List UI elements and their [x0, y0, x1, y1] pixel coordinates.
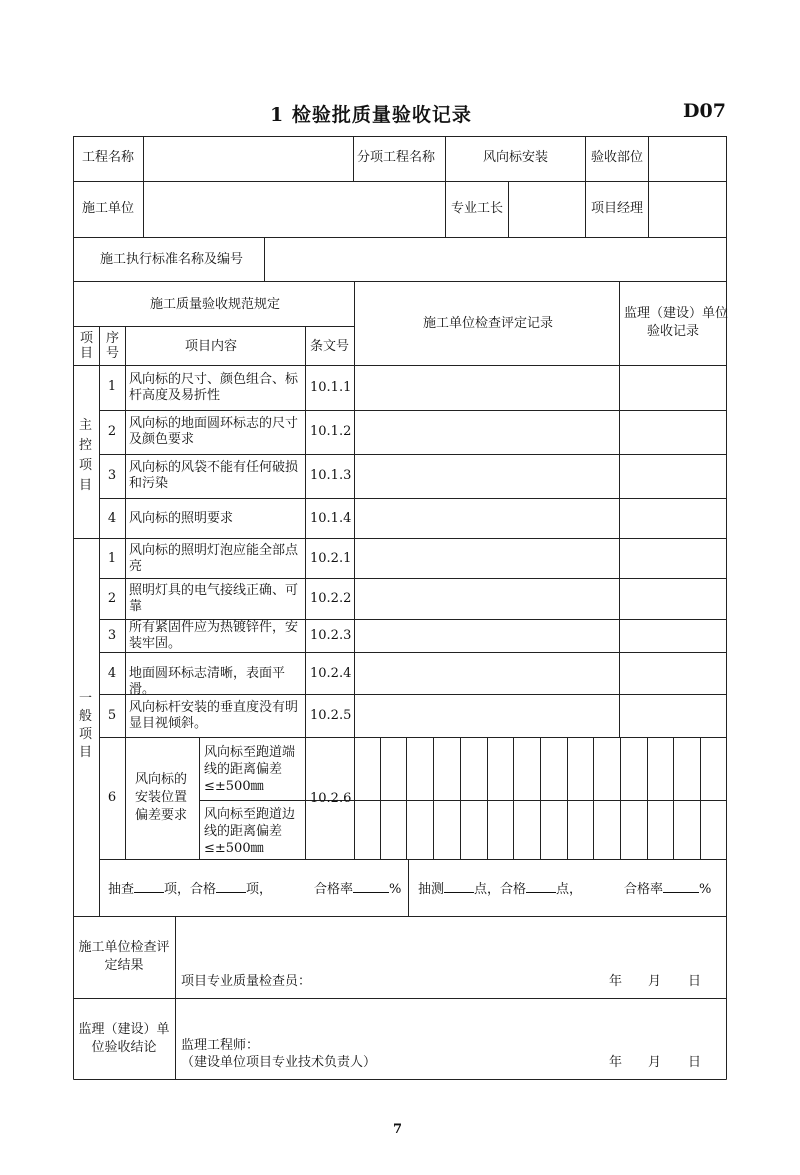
sampling-right [418, 880, 582, 898]
blank-line[interactable] [444, 880, 474, 893]
page-title: 1 检验批质量验收记录 [270, 104, 472, 126]
standard-label: 施工执行标准名称及编号 [100, 252, 244, 267]
row-content: 地面圆环标志清晰，表面平滑。 [129, 666, 286, 697]
day-label: 日 [688, 1055, 702, 1070]
row-seq: 1 [107, 379, 117, 394]
pass-rate-label: 合格率 [314, 882, 354, 897]
day-label: 日 [688, 974, 702, 989]
row-clause: 10.1.2 [310, 424, 352, 439]
sampling-pass-rate2 [624, 880, 711, 898]
row-seq: 4 [107, 666, 117, 681]
blank-line[interactable] [216, 880, 246, 893]
month-label: 月 [648, 974, 662, 989]
row-clause: 10.2.6 [310, 791, 352, 806]
row-content: 风向标的地面圆环标志的尺寸及颜色要求 [129, 416, 299, 447]
sub-project-label: 分项工程名称 [357, 150, 436, 165]
item6-sub1: 风向标至跑道端线的距离偏差≤±500㎜ [204, 745, 296, 794]
sampling-point-unit: 点，合格 [474, 882, 527, 897]
column-supervisor-record: 验收记录 [647, 324, 700, 339]
row-seq: 3 [107, 628, 117, 643]
engineer-note: （建设单位项目专业技术负责人） [181, 1055, 377, 1070]
column-contractor-record: 施工单位检查评定记录 [423, 316, 554, 331]
row-seq: 4 [107, 511, 117, 526]
pass-rate-label: 合格率 [624, 882, 664, 897]
sampling-left [108, 880, 272, 898]
blank-line[interactable] [134, 880, 164, 893]
row-content: 风向标的照明灯泡应能全部点亮 [129, 543, 299, 574]
row-seq: 5 [107, 708, 117, 723]
form-code: D07 [683, 100, 726, 122]
blank-line[interactable] [526, 880, 556, 893]
row-clause: 10.2.5 [310, 708, 352, 723]
blank-line[interactable] [663, 880, 699, 893]
row-clause: 10.1.4 [310, 511, 352, 526]
inspector-label: 项目专业质量检查员： [181, 974, 312, 989]
construction-unit-label: 施工单位 [82, 201, 135, 216]
row-seq: 3 [107, 468, 117, 483]
row-content: 风向标的安装位置偏差要求 [134, 772, 187, 823]
item6-sub2: 风向标至跑道边线的距离偏差≤±500㎜ [204, 807, 296, 856]
supervisor-result-label: 位验收结论 [91, 1040, 157, 1055]
column-content: 项目内容 [185, 339, 238, 354]
acceptance-dept-label: 验收部位 [591, 150, 644, 165]
spec-header: 施工质量验收规范规定 [150, 297, 281, 312]
sampling-check-label: 抽查 [108, 882, 135, 897]
sampling-measure-label: 抽测 [418, 882, 445, 897]
row-clause: 10.1.3 [310, 468, 352, 483]
row-content: 风向标的照明要求 [129, 511, 234, 526]
contractor-result-label: 施工单位检查评 [78, 940, 170, 955]
month-label: 月 [648, 1055, 662, 1070]
contractor-result-label: 定结果 [104, 958, 144, 973]
engineer-label: 监理工程师： [181, 1038, 260, 1053]
percent-label: % [699, 882, 712, 897]
row-clause: 10.2.2 [310, 591, 352, 606]
column-item: 项目 [80, 331, 94, 361]
column-clause: 条文号 [310, 339, 350, 354]
row-clause: 10.1.1 [310, 380, 352, 395]
row-content: 风向标杆安装的垂直度没有明显目视倾斜。 [129, 700, 299, 731]
sampling-pass-rate [314, 880, 401, 898]
column-supervisor-record: 监理（建设）单位 [624, 306, 729, 321]
year-label: 年 [609, 1055, 623, 1070]
row-content: 所有紧固件应为热镀锌件，安装牢固。 [129, 620, 299, 651]
blank-line[interactable] [353, 880, 389, 893]
row-seq: 1 [107, 551, 117, 566]
row-content: 风向标的风袋不能有任何破损和污染 [129, 460, 299, 491]
project-manager-label: 项目经理 [591, 201, 644, 216]
row-clause: 10.2.1 [310, 551, 352, 566]
row-seq: 2 [107, 424, 117, 439]
general-label: 一般项目 [79, 691, 93, 760]
row-clause: 10.2.3 [310, 628, 352, 643]
project-name-label: 工程名称 [82, 150, 135, 165]
sub-project-value: 风向标安装 [483, 150, 549, 165]
percent-label: % [389, 882, 402, 897]
row-seq: 6 [107, 790, 117, 805]
row-seq: 2 [107, 591, 117, 606]
supervisor-result-label: 监理（建设）单 [78, 1022, 170, 1037]
row-content: 照明灯具的电气接线正确、可靠 [129, 583, 299, 614]
main-control-label: 主控项目 [79, 418, 93, 493]
column-seq: 序号 [106, 331, 120, 361]
row-clause: 10.2.4 [310, 666, 352, 681]
sampling-point-unit2: 点， [556, 882, 583, 897]
foreman-label: 专业工长 [451, 201, 504, 216]
year-label: 年 [609, 974, 623, 989]
page-number: 7 [393, 1122, 403, 1137]
sampling-item-unit: 项，合格 [164, 882, 217, 897]
sampling-item-unit2: 项， [246, 882, 273, 897]
row-content: 风向标的尺寸、颜色组合、标杆高度及易折性 [129, 372, 299, 403]
